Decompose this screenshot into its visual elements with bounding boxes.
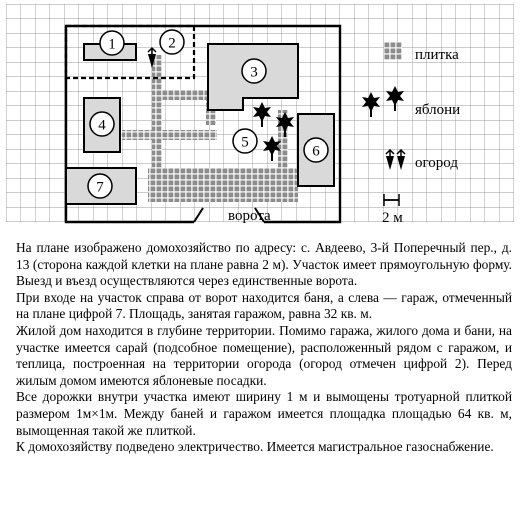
- legend-apple-label: яблони: [415, 102, 461, 118]
- legend-garden-label: огород: [415, 155, 458, 171]
- paragraph-3: Жилой дом находится в глубине территории. Помимо гаража, жилого дома и бани, на участке имеется сарай (подсобное помещение), расположенный рядом с гаражом, и теплица, построенная на территории огорода (огород отмечен цифрой 2). Перед жилым домом имеются яблоневые посадки.: [16, 322, 512, 388]
- label-2: 2: [168, 35, 176, 52]
- legend-tile-label: плитка: [415, 47, 459, 63]
- gate-label: ворота: [228, 208, 271, 224]
- site-plan: [0, 0, 524, 236]
- label-1: 1: [108, 36, 116, 53]
- label-3: 3: [250, 64, 258, 81]
- paragraph-4: Все дорожки внутри участка имеют ширину 1 м и вымощены тротуарной плиткой размером 1м×1м. Между баней и гаражом имеется площадка площадью 64 кв. м, вымощенная такой же плиткой.: [16, 389, 512, 438]
- scale-label: 2 м: [382, 210, 403, 226]
- tile-legend-icon: [384, 42, 402, 60]
- paragraph-2: При входе на участок справа от ворот находится баня, а слева — гараж, отмеченный на плане цифрой 7. Площадь, занятая гаражом, равна 32 кв. м.: [16, 289, 512, 322]
- label-5: 5: [241, 134, 249, 151]
- label-4: 4: [98, 117, 106, 134]
- paragraph-1: На плане изображено домохозяйство по адресу: с. Авдеево, 3-й Поперечный пер., д. 13 (сторона каждой клетки на плане равна 2 м). Участок имеет прямоугольную форму. Выезд и въезд осуществляются через единственные ворота.: [16, 240, 512, 289]
- label-6: 6: [312, 143, 320, 160]
- label-7: 7: [96, 179, 104, 196]
- paragraph-5: К домохозяйству подведено электричество. Имеется магистральное газоснабжение.: [16, 439, 494, 455]
- description-text: [16, 240, 512, 456]
